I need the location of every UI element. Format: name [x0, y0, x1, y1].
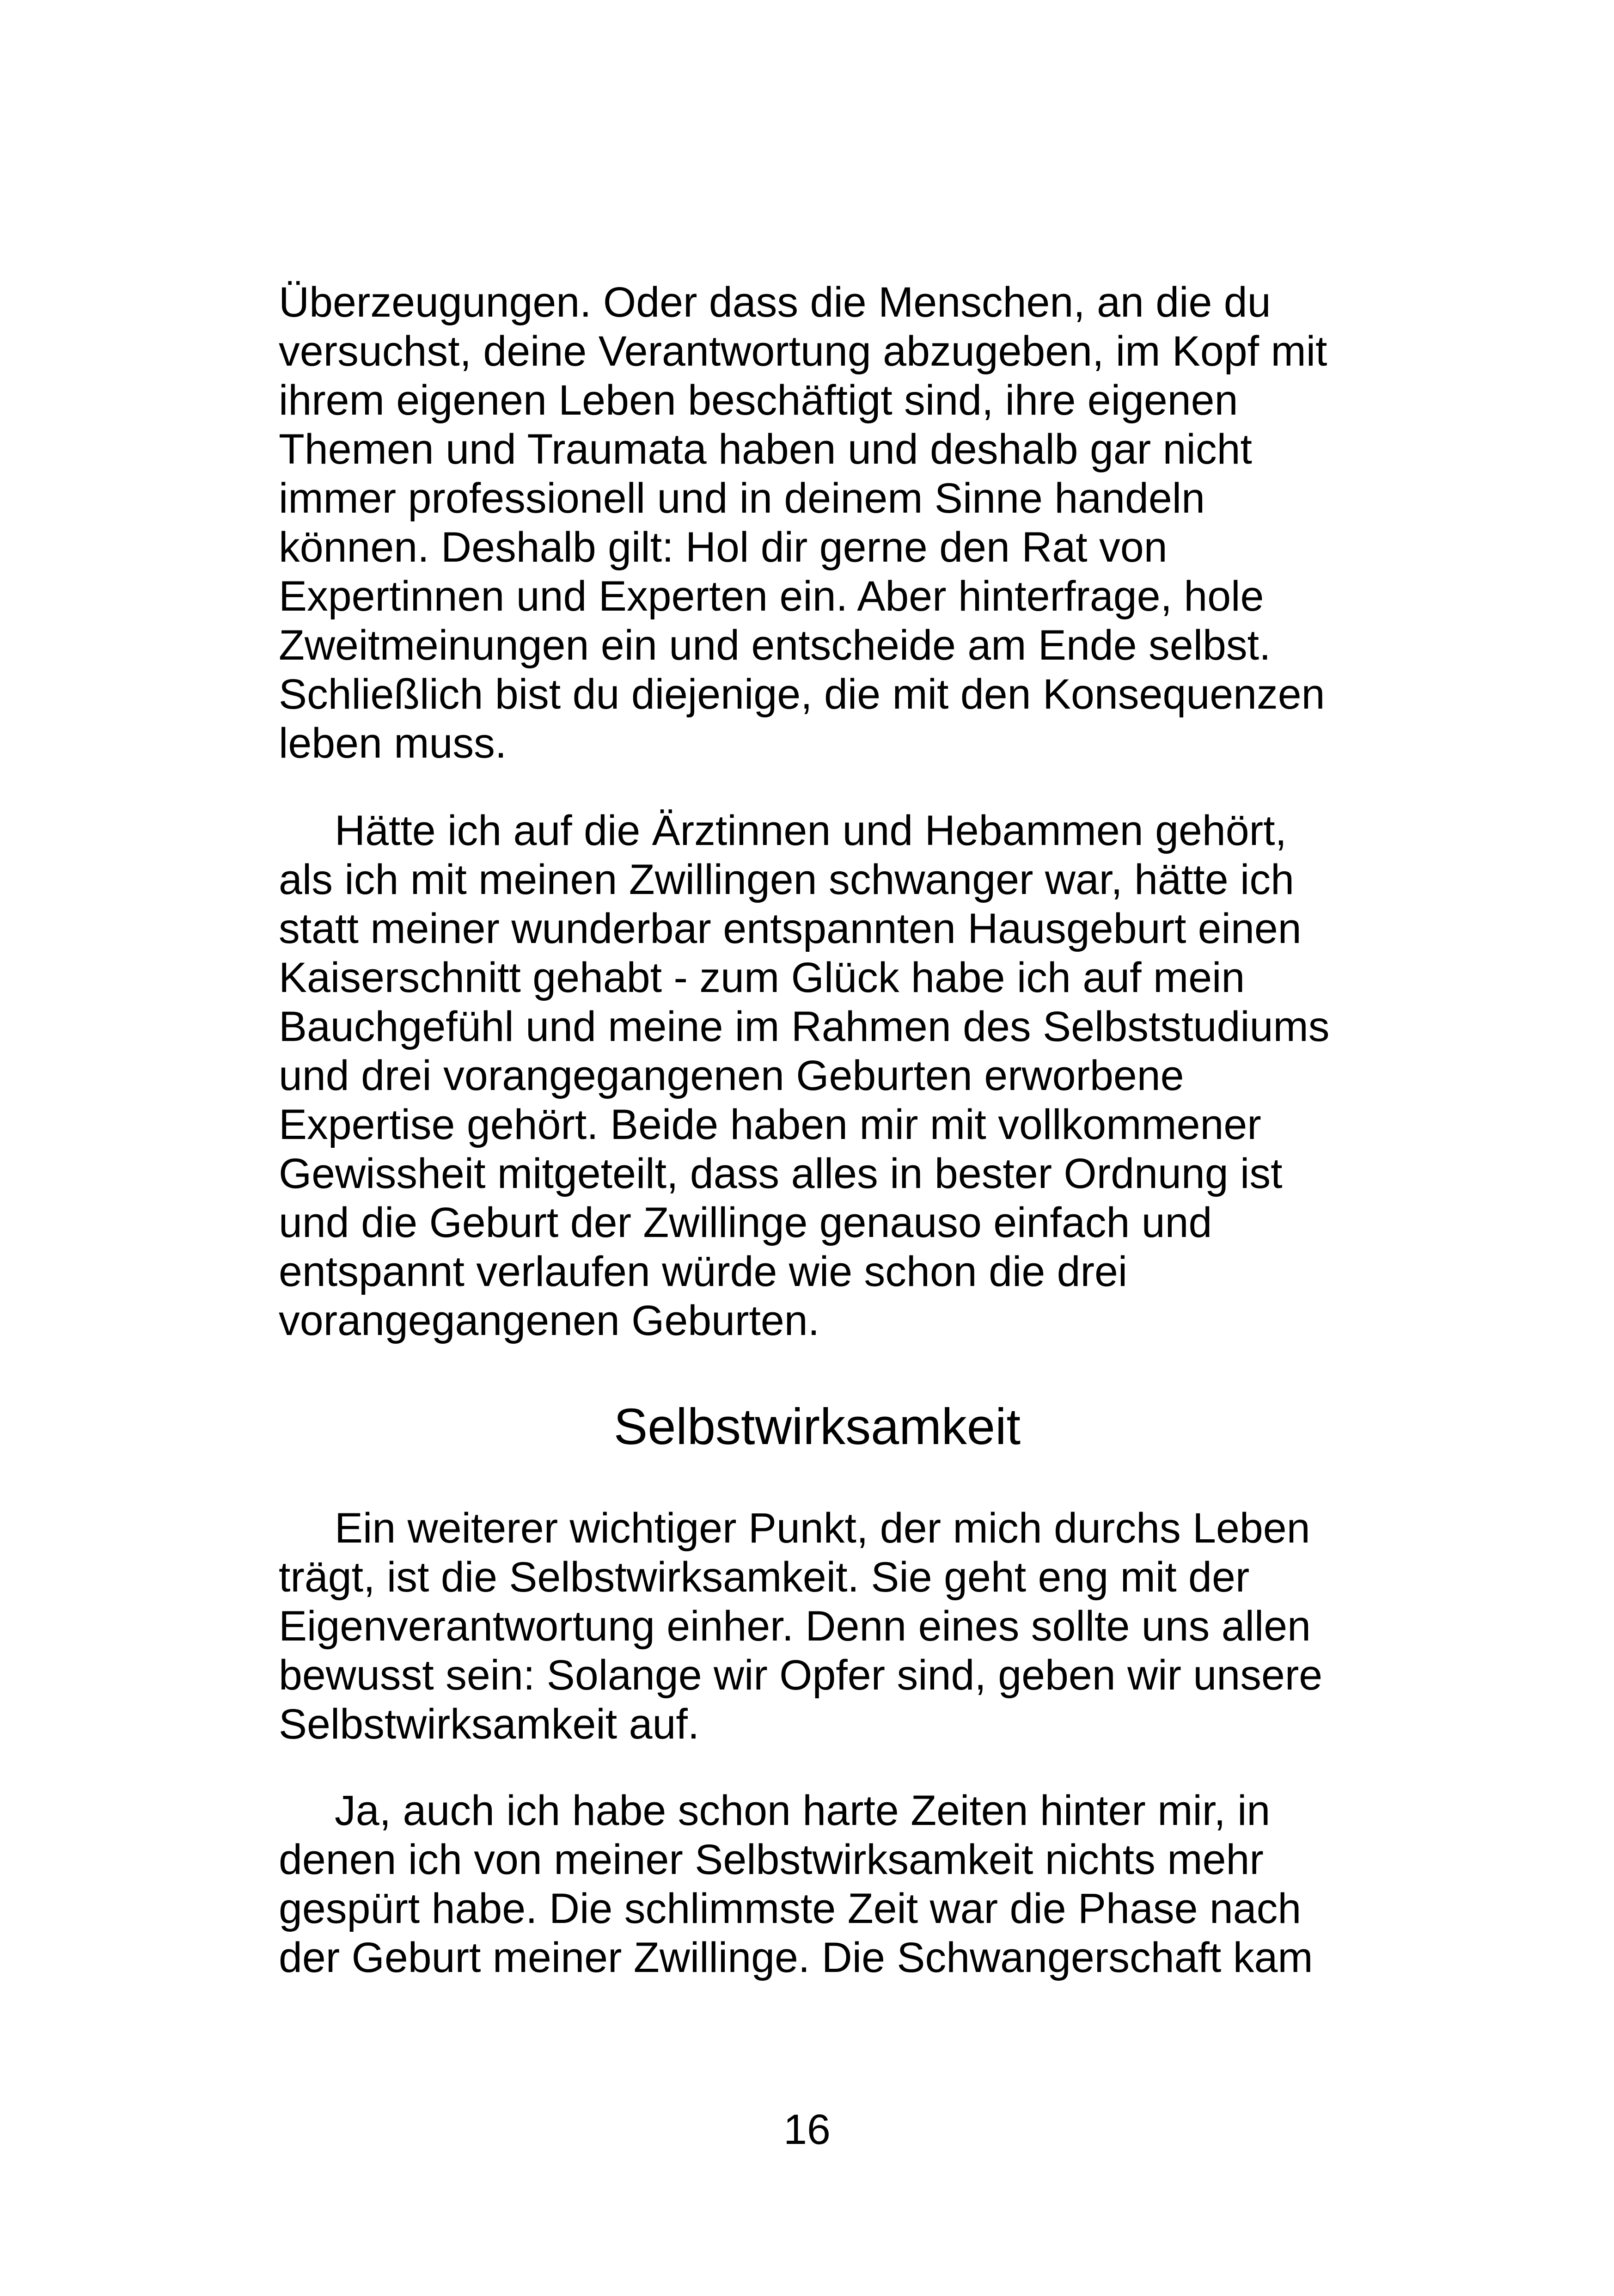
paragraph-line: der Geburt meiner Zwillinge. Die Schwangerschaft kam [279, 1934, 1313, 1981]
paragraph-line: Kaiserschnitt gehabt - zum Glück habe ich auf mein [279, 954, 1245, 1001]
paragraph-line: Themen und Traumata haben und deshalb gar nicht [279, 426, 1252, 473]
paragraph-3 [279, 1504, 1356, 1749]
paragraph-line: Zweitmeinungen ein und entscheide am Ende selbst. [279, 622, 1271, 669]
paragraph-line: und drei vorangegangenen Geburten erworbene [279, 1052, 1184, 1099]
paragraph-line: Überzeugungen. Oder dass die Menschen, an die du [279, 279, 1271, 326]
paragraph-line: leben muss. [279, 720, 507, 767]
page-number: 16 [783, 2106, 831, 2153]
paragraph-line: als ich mit meinen Zwillingen schwanger war, hätte ich [279, 856, 1294, 903]
paragraph-line: Schließlich bist du diejenige, die mit den Konsequenzen [279, 671, 1325, 718]
paragraph-line: vorangegangenen Geburten. [279, 1297, 820, 1344]
paragraph-line: bewusst sein: Solange wir Opfer sind, geben wir unsere [279, 1652, 1323, 1699]
paragraph-line: immer professionell und in deinem Sinne handeln [279, 475, 1205, 522]
paragraph-line: und die Geburt der Zwillinge genauso einfach und [279, 1199, 1212, 1246]
paragraph-line: Eigenverantwortung einher. Denn eines sollte uns allen [279, 1603, 1311, 1650]
paragraph-4 [279, 1786, 1356, 1982]
paragraph-line: trägt, ist die Selbstwirksamkeit. Sie geht eng mit der [279, 1554, 1250, 1601]
paragraph-line: Hätte ich auf die Ärztinnen und Hebammen gehört, [335, 807, 1287, 854]
paragraph-line: Gewissheit mitgeteilt, dass alles in bester Ordnung ist [279, 1150, 1283, 1197]
paragraph-line: Selbstwirksamkeit auf. [279, 1701, 700, 1748]
paragraph-line: denen ich von meiner Selbstwirksamkeit nichts mehr [279, 1836, 1264, 1883]
paragraph-line: versuchst, deine Verantwortung abzugeben, im Kopf mit [279, 328, 1327, 375]
paragraph-line: Ein weiterer wichtiger Punkt, der mich durchs Leben [335, 1505, 1310, 1552]
paragraph-1 [279, 278, 1356, 768]
paragraph-line: Bauchgefühl und meine im Rahmen des Selbststudiums [279, 1003, 1330, 1050]
paragraph-line: Expertise gehört. Beide haben mir mit vollkommener [279, 1101, 1261, 1148]
paragraph-2 [279, 806, 1356, 1345]
paragraph-line: ihrem eigenen Leben beschäftigt sind, ihre eigenen [279, 377, 1238, 424]
paragraph-line: gespürt habe. Die schlimmste Zeit war die Phase nach [279, 1885, 1302, 1932]
paragraph-line: Ja, auch ich habe schon harte Zeiten hinter mir, in [335, 1787, 1271, 1834]
paragraph-line: statt meiner wunderbar entspannten Hausgeburt einen [279, 905, 1302, 952]
section-heading: Selbstwirksamkeit [613, 1398, 1021, 1455]
paragraph-line: Expertinnen und Experten ein. Aber hinterfrage, hole [279, 573, 1264, 620]
paragraph-line: können. Deshalb gilt: Hol dir gerne den Rat von [279, 524, 1168, 571]
paragraph-line: entspannt verlaufen würde wie schon die drei [279, 1248, 1128, 1295]
